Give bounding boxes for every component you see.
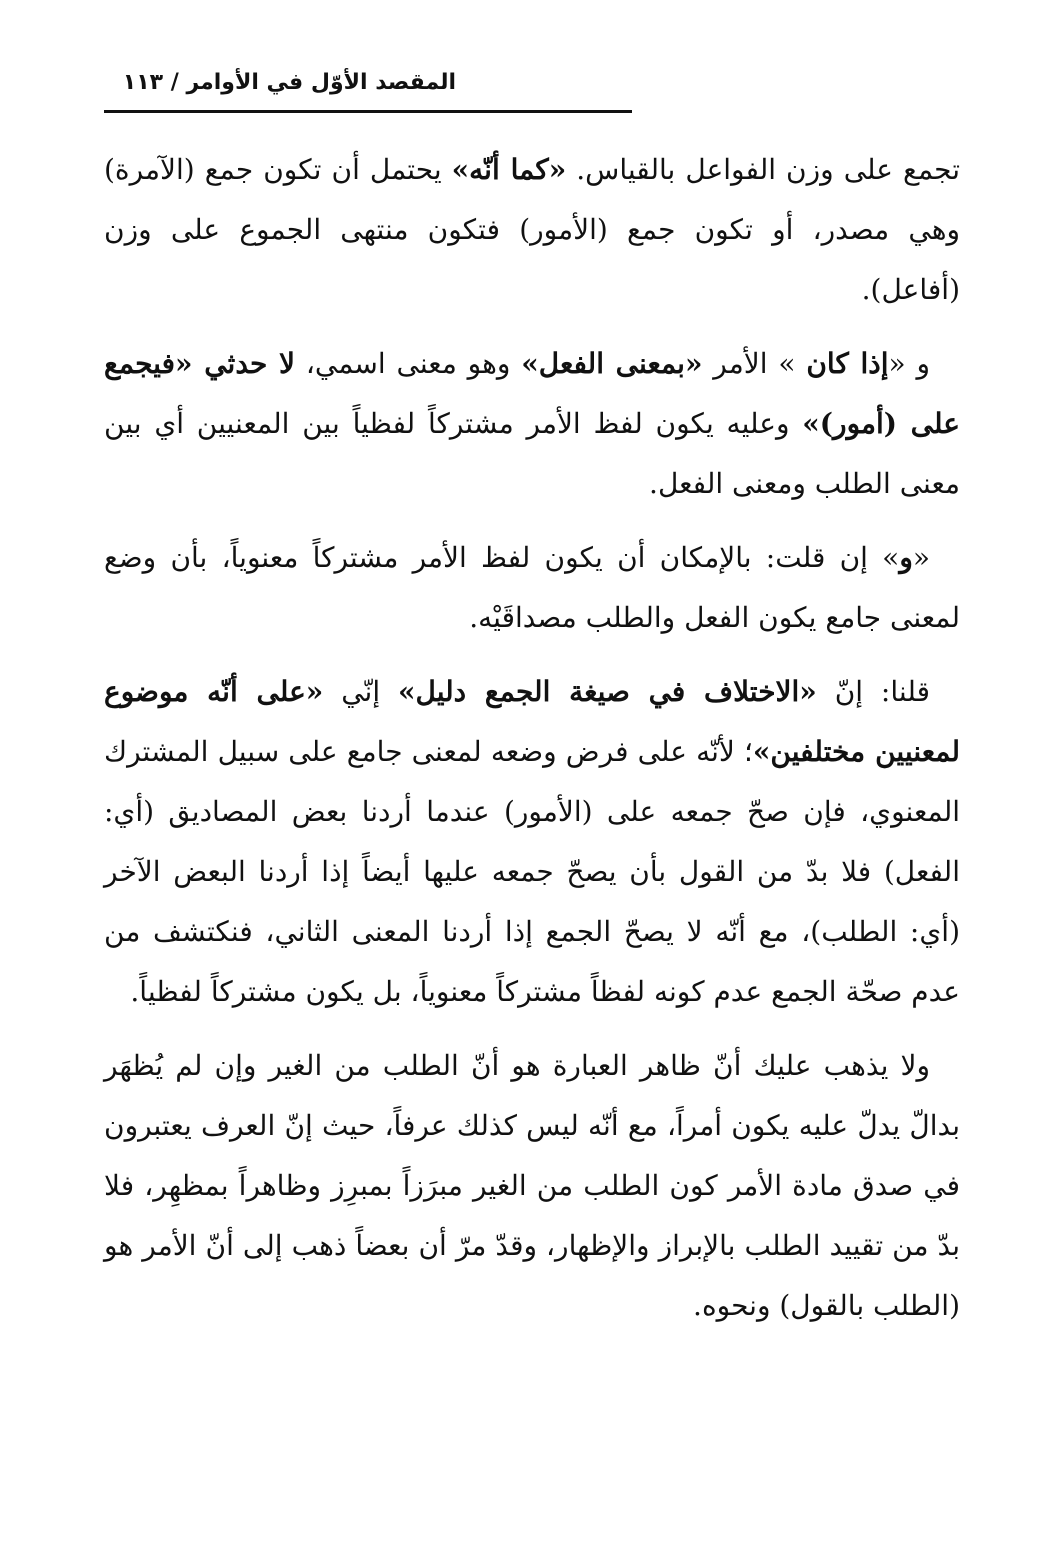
- text-segment: تجمع على وزن الفواعل بالقياس.: [566, 153, 961, 186]
- text-segment: وعليه يكون لفظ الأمر مشتركاً لفظياً بين المعنيين أي بين معنى الطلب ومعنى الفعل.: [104, 407, 960, 500]
- text-segment: ولا يذهب عليك أنّ ظاهر العبارة هو أنّ الطلب من الغير وإن لم يُظهَر بدالّ يدلّ عليه يكون أمراً، مع أنّه ليس كذلك عرفاً، حيث إنّ العرف يعتبرون في صدق مادة الأمر كون الطلب من الغير مبرَزاً بمبرِز وظاهراً بمظهِر، فلا بدّ من تقييد الطلب بالإبراز والإظهار، وقدّ مرّ أن بعضاً ذهب إلى أنّ الأمر هو (الطلب بالقول) ونحوه.: [104, 1049, 960, 1322]
- paragraph: [104, 528, 960, 648]
- running-header: المقصد الأوّل في الأوامر / ١١٣: [122, 70, 456, 95]
- paragraph: [104, 662, 960, 1022]
- text-segment: » الأمر: [702, 347, 807, 380]
- text-segment: و «: [888, 347, 931, 380]
- text-segment-bold: إذا كان: [806, 347, 889, 380]
- text-segment: إنّي: [323, 675, 398, 708]
- paragraph: [104, 334, 960, 514]
- text-segment-bold: لا حدثي «فيجمع على (أمور)»: [104, 347, 960, 440]
- header-rule: [104, 110, 632, 113]
- text-segment-bold: و: [899, 541, 913, 574]
- text-segment: ؛ لأنّه على فرض وضعه لمعنى جامع على سبيل المشترك المعنوي، فإن صحّ جمعه على (الأمور) عندما أردنا بعض المصاديق (أي: الفعل) فلا بدّ من القول بأن يصحّ جمعه عليها أيضاً إذا أردنا البعض الآخر (أي: الطلب)، مع أنّه لا يصحّ الجمع إذا أردنا المعنى الثاني، فنكتشف من عدم صحّة الجمع عدم كونه لفظاً مشتركاً معنوياً، بل يكون مشتركاً لفظياً.: [104, 735, 960, 1008]
- text-segment: » إن قلت: بالإمكان أن يكون لفظ الأمر مشتركاً معنوياً، بأن وضع لمعنى جامع يكون الفعل والطلب مصداقَيْه.: [104, 541, 960, 634]
- text-segment-bold: «بمعنى الفعل»: [521, 347, 703, 380]
- text-segment: وهو معنى اسمي،: [295, 347, 522, 380]
- text-segment: «: [912, 541, 930, 574]
- body-text: [104, 140, 960, 1350]
- paragraph: [104, 1036, 960, 1336]
- text-segment-bold: «كما أنّه»: [451, 153, 567, 186]
- text-segment-bold: «الاختلاف في صيغة الجمع دليل»: [398, 675, 817, 708]
- paragraph: [104, 140, 960, 320]
- text-segment-bold: «على أنّه موضوع لمعنيين مختلفين»: [104, 675, 960, 768]
- text-segment: قلنا: إنّ: [816, 675, 930, 708]
- text-segment: يحتمل أن تكون جمع (الآمرة) وهي مصدر، أو تكون جمع (الأمور) فتكون منتهى الجموع على وزن (أفاعل).: [104, 153, 960, 306]
